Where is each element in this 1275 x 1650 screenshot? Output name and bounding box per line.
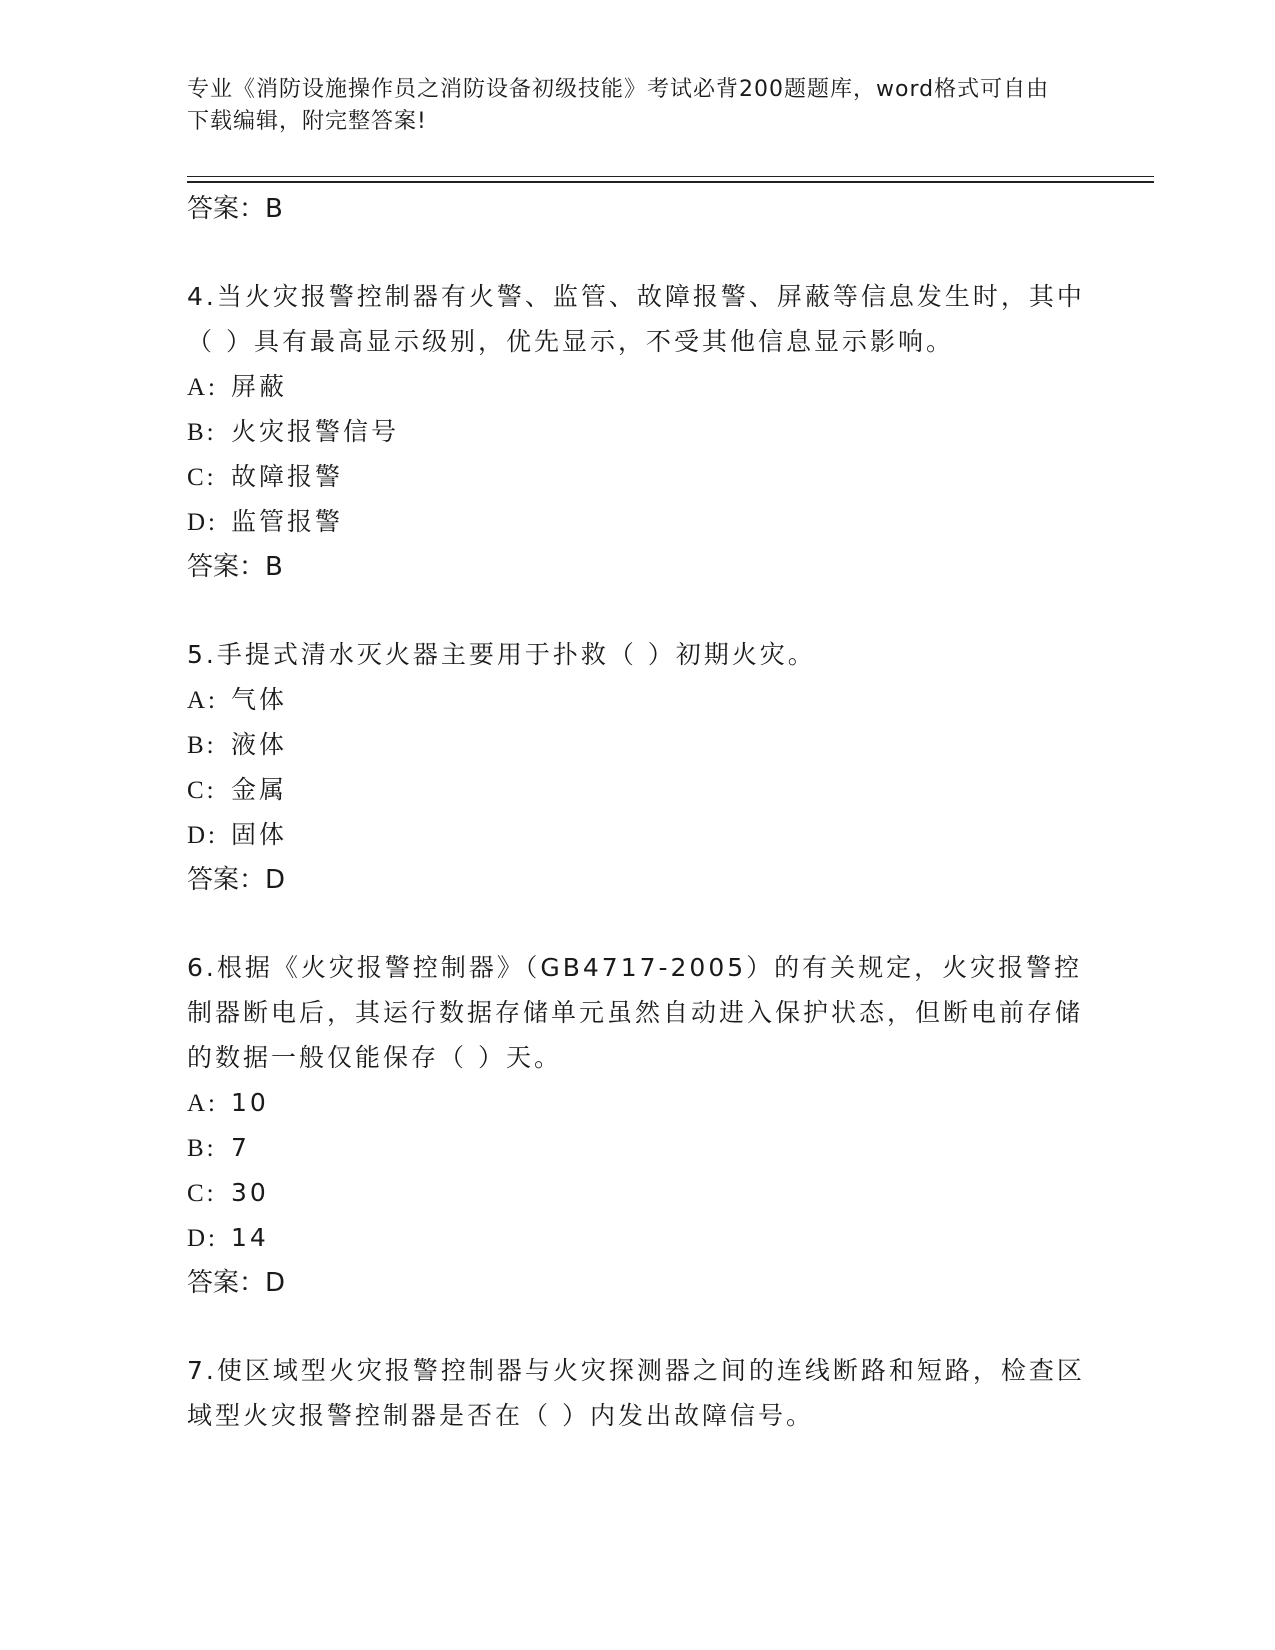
option-key: D: [187,509,218,536]
option-text: 固体 [231,820,288,849]
option-a [187,677,1087,722]
answer-label: 答案：B [187,552,283,582]
option-text: 14 [231,1223,269,1252]
question-item [187,632,1087,903]
answer-label: 答案：D [187,865,286,895]
header-divider [187,176,1154,177]
option-c [187,1170,1087,1215]
option-key: C: [187,464,217,491]
answer-label: 答案：D [187,1268,286,1298]
option-text: 气体 [231,685,288,714]
option-key: B: [187,732,217,759]
option-key: C: [187,1180,217,1207]
header-divider-thick [187,181,1154,183]
question-stem: 6.根据《火灾报警控制器》（GB4717-2005）的有关规定，火灾报警控制器断电后，其运行数据存储单元虽然自动进入保护状态，但断电前存储的数据一般仅能保存（ ）天。 [187,953,1084,1072]
option-key: A: [187,374,218,401]
question-list [187,186,1087,1438]
option-c [187,767,1087,812]
option-key: B: [187,419,217,446]
option-key: D: [187,822,218,849]
question-stem: 7.使区域型火灾报警控制器与火灾探测器之间的连线断路和短路，检查区域型火灾报警控制器是否在（ ）内发出故障信号。 [187,1356,1085,1430]
option-text: 7 [231,1133,250,1162]
option-text: 屏蔽 [231,372,288,401]
option-text: 监管报警 [231,507,344,536]
option-c [187,454,1087,499]
option-text: 火灾报警信号 [231,417,400,446]
option-key: C: [187,777,217,804]
question-stem: 5.手提式清水灭火器主要用于扑救（ ）初期火灾。 [187,640,816,669]
option-text: 30 [231,1178,269,1207]
option-text: 液体 [231,730,288,759]
question-item [187,274,1087,590]
option-b [187,409,1087,454]
question-stem: 4.当火灾报警控制器有火警、监管、故障报警、屏蔽等信息发生时，其中（ ）具有最高显示级别，优先显示，不受其他信息显示影响。 [187,282,1085,356]
option-key: A: [187,687,218,714]
option-a [187,1080,1087,1125]
option-key: A: [187,1090,218,1117]
option-key: D: [187,1225,218,1252]
option-d [187,1215,1087,1260]
option-b [187,722,1087,767]
answer-label: 答案：B [187,194,283,224]
option-d [187,812,1087,857]
question-item [187,945,1087,1306]
option-b [187,1125,1087,1170]
option-a [187,364,1087,409]
option-d [187,499,1087,544]
option-key: B: [187,1135,217,1162]
document-header: 专业《消防设施操作员之消防设备初级技能》考试必背200题题库，word格式可自由下载编辑，附完整答案! [187,77,1050,134]
option-text: 金属 [231,775,288,804]
option-text: 故障报警 [231,462,344,491]
option-text: 10 [231,1088,269,1117]
question-item [187,1348,1087,1438]
